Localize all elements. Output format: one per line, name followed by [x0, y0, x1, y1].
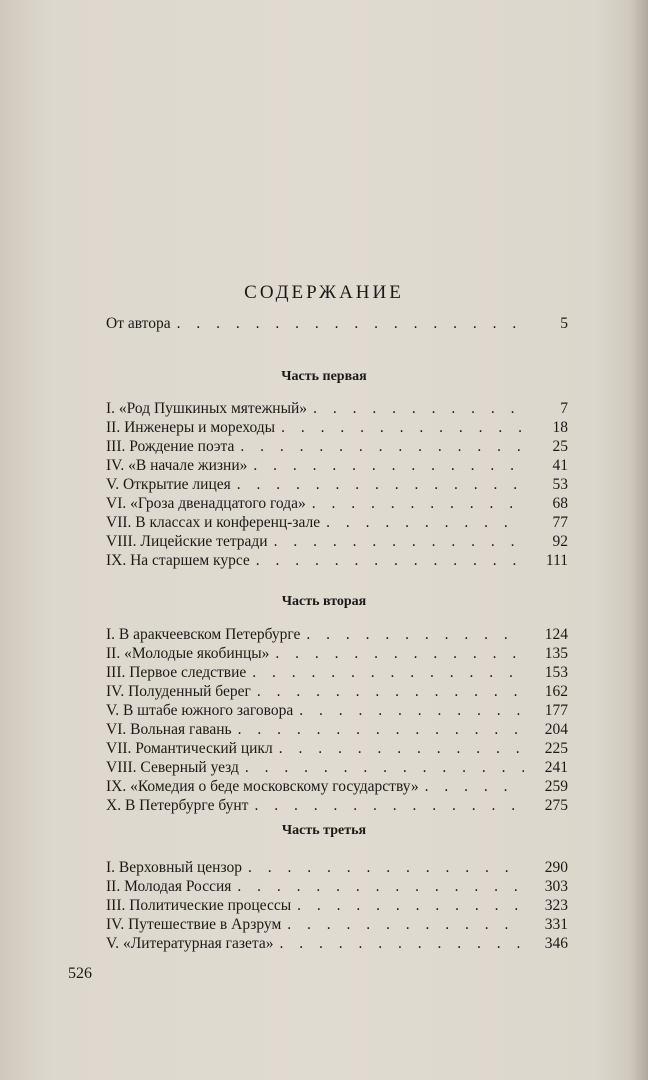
- toc-entry-label: IX. На старшем курсе: [106, 552, 250, 569]
- toc-entry: [106, 663, 568, 683]
- toc-entry-label: III. Политические процессы: [106, 897, 292, 914]
- toc-entry-label: I. В аракчеевском Петербурге: [106, 626, 301, 643]
- toc-entry-label: VIII. Лицейские тетради: [106, 533, 268, 550]
- page-edge-shadow: [630, 0, 648, 1080]
- toc-entry: [106, 896, 568, 916]
- leader-dots: [307, 399, 524, 419]
- toc-entry-page: 162: [544, 683, 568, 700]
- leader-dots: [234, 437, 524, 457]
- leader-dots: [232, 720, 524, 740]
- part-title-1: Часть первая: [281, 369, 367, 384]
- toc-entry: [106, 399, 568, 419]
- leader-dots: [250, 551, 524, 571]
- toc-entry: [106, 551, 568, 571]
- toc-entry-page: 177: [544, 702, 568, 719]
- leader-dots: [293, 701, 524, 721]
- toc-entry-page: 323: [544, 897, 568, 914]
- toc-entry: [106, 858, 568, 878]
- toc-entry-label: II. Молодая Россия: [106, 878, 232, 895]
- toc-entry: [106, 720, 568, 740]
- toc-entry-page: 225: [544, 740, 568, 757]
- toc-entry-page: 5: [560, 315, 568, 332]
- toc-title: СОДЕРЖАНИЕ: [244, 282, 404, 303]
- toc-entry-label: II. Инженеры и мореходы: [106, 419, 276, 436]
- leader-dots: [291, 896, 524, 916]
- toc-entry: [106, 934, 568, 954]
- toc-entry-label: VI. Вольная гавань: [106, 721, 232, 738]
- toc-entry: [106, 701, 568, 721]
- leader-dots: [231, 475, 524, 495]
- toc-entry-label: X. В Петербурге бунт: [106, 797, 249, 814]
- toc-entry-label: III. Первое следствие: [106, 664, 247, 681]
- toc-entry-page: 18: [552, 419, 568, 436]
- toc-entry-page: 331: [544, 916, 568, 933]
- toc-entry-label: VIII. Северный уезд: [106, 759, 239, 776]
- toc-entry-page: 77: [552, 514, 568, 531]
- leader-dots: [247, 456, 524, 476]
- toc-entry: [106, 758, 568, 778]
- leader-dots: [269, 644, 524, 664]
- leader-dots: [275, 418, 524, 438]
- toc-entry: [106, 796, 568, 816]
- leader-dots: [281, 915, 524, 935]
- toc-entry-label: VII. Романтический цикл: [106, 740, 273, 757]
- toc-entry-page: 25: [552, 438, 568, 455]
- toc-entry: [106, 739, 568, 759]
- toc-entry-label: IV. Полуденный берег: [106, 683, 251, 700]
- leader-dots: [273, 739, 524, 759]
- toc-entry-page: 241: [544, 759, 568, 776]
- part-title-2: Часть вторая: [281, 594, 367, 609]
- toc-entry-page: 204: [544, 721, 568, 738]
- toc-entry-label: V. В штабе южного заговора: [106, 702, 294, 719]
- toc-entry-label: I. Верховный цензор: [106, 859, 242, 876]
- toc-entry-page: 275: [544, 797, 568, 814]
- part-title-3: Часть третья: [281, 823, 367, 838]
- toc-entry: [106, 437, 568, 457]
- toc-entry: [106, 915, 568, 935]
- toc-entry: [106, 532, 568, 552]
- toc-entry-label: IV. «В начале жизни»: [106, 457, 248, 474]
- toc-entry-page: 41: [552, 457, 568, 474]
- leader-dots: [419, 777, 524, 797]
- toc-entry-page: 259: [544, 778, 568, 795]
- toc-entry: [106, 513, 568, 533]
- toc-entry-page: 135: [544, 645, 568, 662]
- leader-dots: [268, 532, 524, 552]
- toc-entry-page: 68: [552, 495, 568, 512]
- toc-entry: [106, 475, 568, 495]
- toc-entry-page: 124: [544, 626, 568, 643]
- toc-entry-label: V. «Литературная газета»: [106, 935, 274, 952]
- leader-dots: [300, 625, 524, 645]
- toc-entry-label: I. «Род Пушкиных мятежный»: [106, 400, 308, 417]
- toc-entry: [106, 877, 568, 897]
- toc-entry: [106, 456, 568, 476]
- toc-entry: [106, 494, 568, 514]
- toc-entry: [106, 682, 568, 702]
- leader-dots: [306, 494, 524, 514]
- leader-dots: [246, 663, 524, 683]
- leader-dots: [320, 513, 524, 533]
- toc-entry: [106, 644, 568, 664]
- toc-entry-label: IV. Путешествие в Арзрум: [106, 916, 282, 933]
- leader-dots: [248, 796, 524, 816]
- toc-entry-intro: [106, 314, 568, 334]
- toc-entry-page: 290: [544, 859, 568, 876]
- toc-entry-page: 92: [552, 533, 568, 550]
- toc-entry-label: V. Открытие лицея: [106, 476, 231, 493]
- toc-entry-label: От автора: [106, 315, 171, 332]
- toc-entry-page: 153: [544, 664, 568, 681]
- toc-entry-page: 53: [552, 476, 568, 493]
- toc-entry-page: 111: [545, 552, 568, 569]
- toc-entry: [106, 777, 568, 797]
- leader-dots: [251, 682, 524, 702]
- toc-entry-label: III. Рождение поэта: [106, 438, 235, 455]
- leader-dots: [171, 314, 524, 334]
- toc-entry-label: IX. «Комедия о беде московскому государству»: [106, 778, 419, 795]
- toc-entry-page: 7: [560, 400, 568, 417]
- toc-entry: [106, 418, 568, 438]
- toc-entry: [106, 625, 568, 645]
- toc-entry-label: VI. «Гроза двенадцатого года»: [106, 495, 306, 512]
- leader-dots: [231, 877, 524, 897]
- toc-entry-label: II. «Молодые якобинцы»: [106, 645, 270, 662]
- page-number: 526: [68, 965, 92, 982]
- leader-dots: [242, 858, 524, 878]
- toc-entry-page: 346: [544, 935, 568, 952]
- leader-dots: [273, 934, 524, 954]
- leader-dots: [239, 758, 524, 778]
- toc-entry-page: 303: [544, 878, 568, 895]
- toc-entry-label: VII. В классах и конференц-зале: [106, 514, 321, 531]
